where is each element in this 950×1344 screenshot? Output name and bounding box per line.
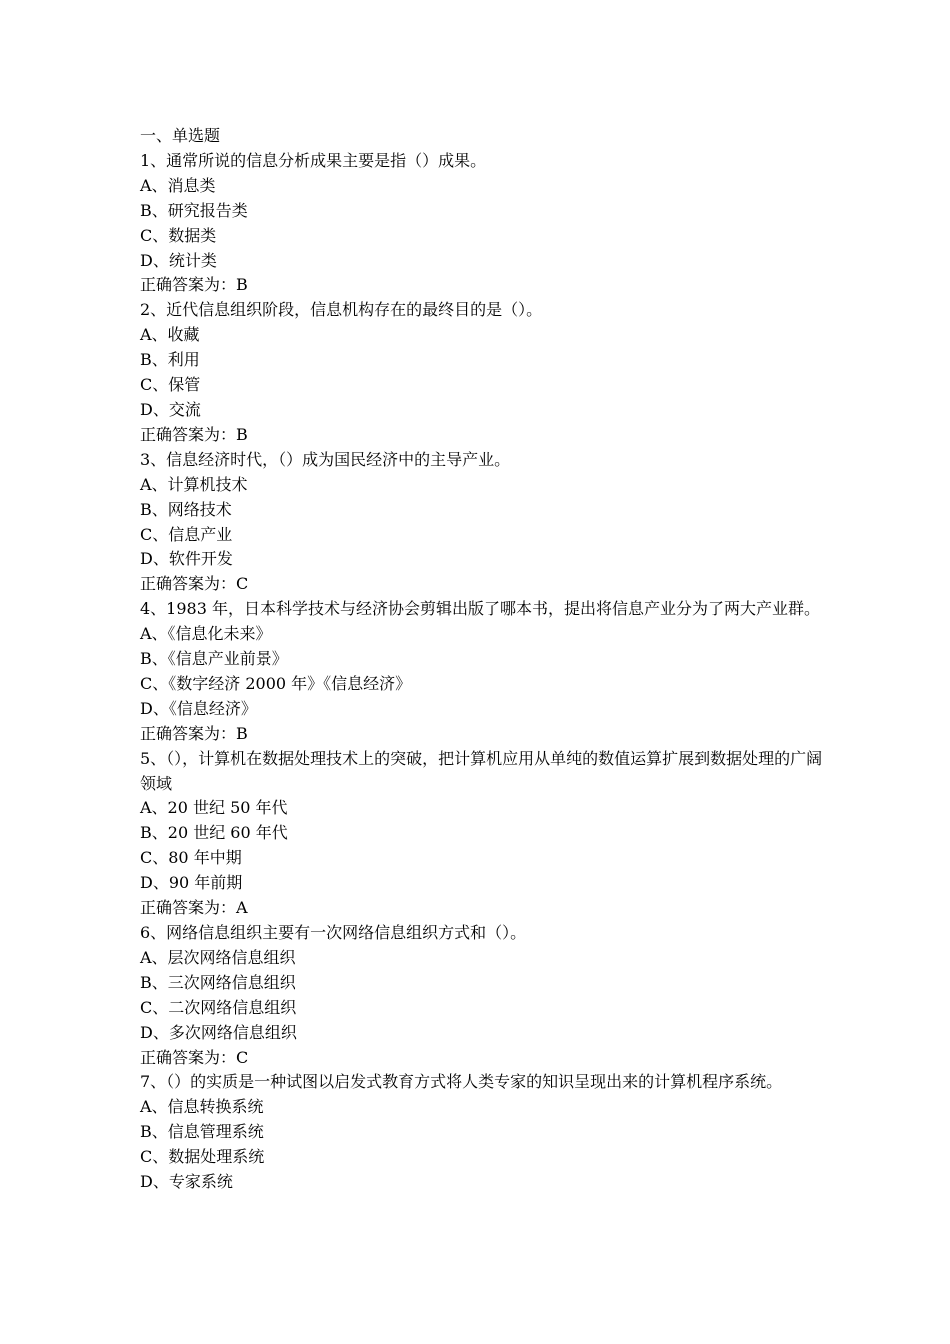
option-c: C、《数字经济 2000 年》《信息经济》 xyxy=(140,673,412,693)
option-c: C、数据类 xyxy=(140,225,217,245)
option-c: C、二次网络信息组织 xyxy=(140,997,297,1017)
option-d: D、交流 xyxy=(140,399,201,419)
option-b: B、《信息产业前景》 xyxy=(140,649,288,669)
question-stem: 1、通常所说的信息分析成果主要是指（）成果。 xyxy=(140,150,487,170)
option-d: D、软件开发 xyxy=(140,549,233,569)
question-block xyxy=(140,149,830,298)
option-d: D、《信息经济》 xyxy=(140,698,257,718)
answer-line: 正确答案为：C xyxy=(140,1047,249,1067)
section-title: 一、单选题 xyxy=(140,126,221,145)
answer-line: 正确答案为：C xyxy=(140,574,249,594)
option-c: C、数据处理系统 xyxy=(140,1147,265,1167)
option-b: B、网络技术 xyxy=(140,499,232,519)
question-block xyxy=(140,448,830,597)
option-b: B、研究报告类 xyxy=(140,200,248,220)
option-d: D、统计类 xyxy=(140,250,217,270)
option-a: A、20 世纪 50 年代 xyxy=(140,798,288,818)
question-stem: 2、近代信息组织阶段，信息机构存在的最终目的是（）。 xyxy=(140,300,543,320)
answer-line: 正确答案为：B xyxy=(140,275,248,295)
question-stem: 3、信息经济时代，（）成为国民经济中的主导产业。 xyxy=(140,449,511,469)
question-block xyxy=(140,597,830,746)
question-block xyxy=(140,1070,830,1195)
option-c: C、信息产业 xyxy=(140,524,233,544)
question-stem: 7、（）的实质是一种试图以启发式教育方式将人类专家的知识呈现出来的计算机程序系统。 xyxy=(140,1072,783,1092)
option-b: B、信息管理系统 xyxy=(140,1122,264,1142)
option-d: D、90 年前期 xyxy=(140,873,243,893)
question-stem: 5、（），计算机在数据处理技术上的突破，把计算机应用从单纯的数值运算扩展到数据处理的广阔领域 xyxy=(140,748,823,793)
document-page xyxy=(140,124,830,1195)
question-block xyxy=(140,921,830,1070)
option-a: A、信息转换系统 xyxy=(140,1097,264,1117)
answer-line: 正确答案为：A xyxy=(140,898,248,918)
answer-line: 正确答案为：B xyxy=(140,723,248,743)
option-b: B、利用 xyxy=(140,350,200,370)
option-b: B、20 世纪 60 年代 xyxy=(140,823,288,843)
question-block xyxy=(140,298,830,447)
option-d: D、专家系统 xyxy=(140,1172,233,1192)
option-b: B、三次网络信息组织 xyxy=(140,972,296,992)
option-a: A、《信息化未来》 xyxy=(140,624,272,644)
option-a: A、收藏 xyxy=(140,325,200,345)
option-d: D、多次网络信息组织 xyxy=(140,1022,297,1042)
question-block xyxy=(140,747,830,921)
option-a: A、消息类 xyxy=(140,175,216,195)
answer-line: 正确答案为：B xyxy=(140,424,248,444)
option-a: A、计算机技术 xyxy=(140,474,248,494)
option-a: A、层次网络信息组织 xyxy=(140,947,296,967)
option-c: C、80 年中期 xyxy=(140,848,242,868)
question-stem: 6、网络信息组织主要有一次网络信息组织方式和（）。 xyxy=(140,923,527,942)
option-c: C、保管 xyxy=(140,375,201,395)
question-stem: 4、1983 年，日本科学技术与经济协会剪辑出版了哪本书，提出将信息产业分为了两大产业群。 xyxy=(140,599,820,619)
